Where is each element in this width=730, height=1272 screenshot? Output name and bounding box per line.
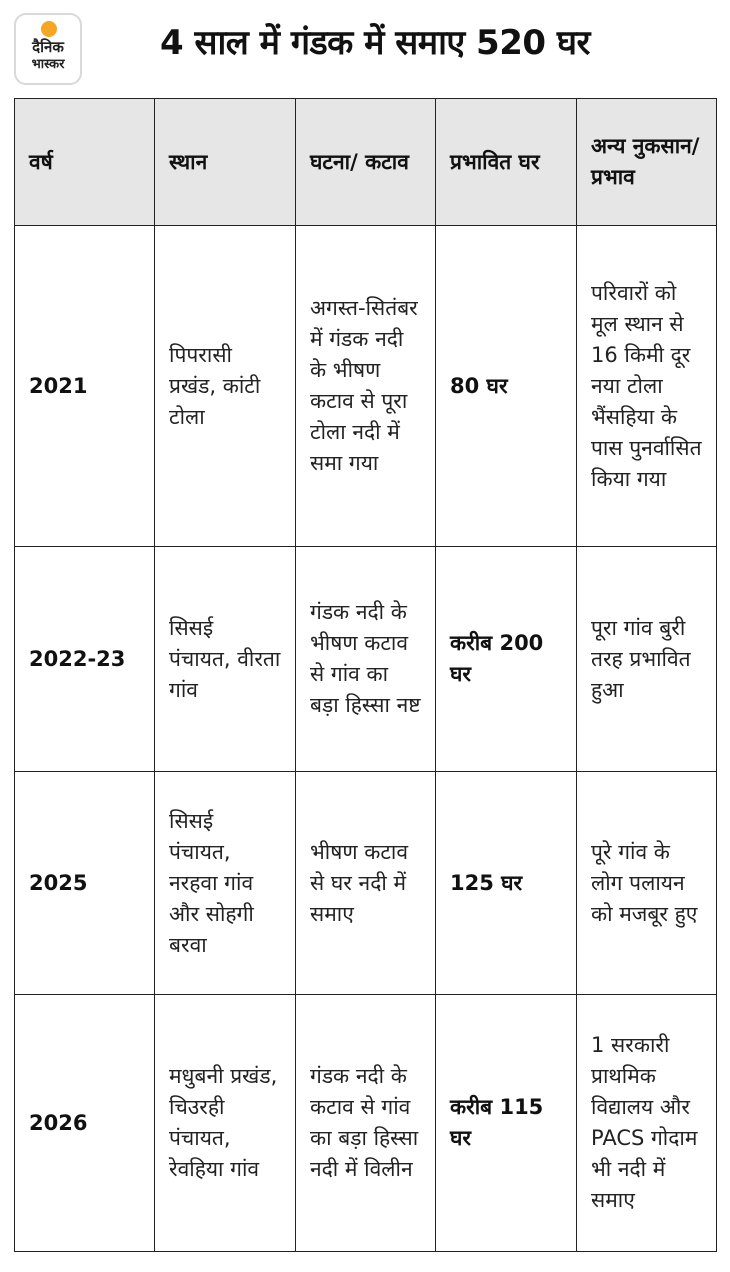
data-table <box>14 98 717 1252</box>
cell-houses: 80 घर <box>436 226 577 547</box>
cell-houses: करीब 200 घर <box>436 547 577 772</box>
cell-event: भीषण कटाव से घर नदी में समाए <box>296 772 436 995</box>
cell-place: पिपरासी प्रखंड, कांटी टोला <box>155 226 296 547</box>
table-header-row <box>15 99 717 226</box>
cell-impact: पूरा गांव बुरी तरह प्रभावित हुआ <box>577 547 717 772</box>
dainik-bhaskar-logo <box>14 13 82 85</box>
cell-place: सिसई पंचायत, वीरता गांव <box>155 547 296 772</box>
cell-impact: 1 सरकारी प्राथमिक विद्यालय और PACS गोदाम भी नदी में समाए <box>577 995 717 1252</box>
cell-place: सिसई पंचायत, नरहवा गांव और सोहगी बरवा <box>155 772 296 995</box>
cell-impact: पूरे गांव के लोग पलायन को मजबूर हुए <box>577 772 717 995</box>
header-houses: प्रभावित घर <box>436 99 577 226</box>
table-row <box>15 995 717 1252</box>
cell-year: 2021 <box>15 226 155 547</box>
page-title: 4 साल में गंडक में समाए 520 घर <box>160 23 590 63</box>
header-event: घटना/ कटाव <box>296 99 436 226</box>
cell-year: 2026 <box>15 995 155 1252</box>
cell-houses: करीब 115 घर <box>436 995 577 1252</box>
logo-line-1: दैनिक <box>32 38 64 56</box>
cell-impact: परिवारों को मूल स्थान से 16 किमी दूर नया टोला भैंसहिया के पास पुनर्वासित किया गया <box>577 226 717 547</box>
cell-event: अगस्त-सितंबर में गंडक नदी के भीषण कटाव से पूरा टोला नदी में समा गया <box>296 226 436 547</box>
sun-icon <box>41 21 57 37</box>
table-row <box>15 772 717 995</box>
cell-year: 2022-23 <box>15 547 155 772</box>
header-year: वर्ष <box>15 99 155 226</box>
cell-houses: 125 घर <box>436 772 577 995</box>
table-row <box>15 547 717 772</box>
cell-event: गंडक नदी के भीषण कटाव से गांव का बड़ा हिस्सा नष्ट <box>296 547 436 772</box>
cell-place: मधुबनी प्रखंड, चिउरही पंचायत, रेवहिया गांव <box>155 995 296 1252</box>
header-place: स्थान <box>155 99 296 226</box>
table-row <box>15 226 717 547</box>
header <box>0 0 730 96</box>
cell-event: गंडक नदी के कटाव से गांव का बड़ा हिस्सा नदी में विलीन <box>296 995 436 1252</box>
logo-line-2: भास्कर <box>31 57 65 72</box>
header-impact: अन्य नुकसान/ प्रभाव <box>577 99 717 226</box>
cell-year: 2025 <box>15 772 155 995</box>
